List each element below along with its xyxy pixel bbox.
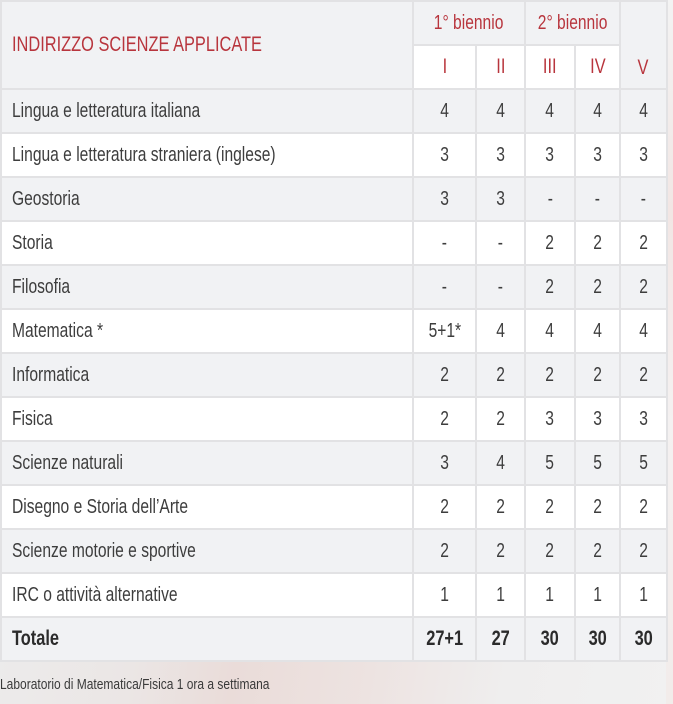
hours-cell: 1 xyxy=(476,573,525,617)
hours-cell: 5 xyxy=(620,441,667,485)
hours-cell: - xyxy=(525,177,575,221)
hours-cell: 4 xyxy=(476,89,525,133)
subject-cell: Filosofia xyxy=(1,265,413,309)
hours-cell: 2 xyxy=(525,529,575,573)
subject-cell: Lingua e letteratura straniera (inglese) xyxy=(1,133,413,177)
total-row xyxy=(1,617,667,661)
table-row xyxy=(1,89,667,133)
hours-cell: 2 xyxy=(476,353,525,397)
hours-cell: 5 xyxy=(575,441,620,485)
total-cell: 27+1 xyxy=(413,617,476,661)
table-row xyxy=(1,265,667,309)
hours-cell: 2 xyxy=(620,265,667,309)
hours-cell: 2 xyxy=(525,353,575,397)
hours-cell: 4 xyxy=(525,309,575,353)
hours-cell: 2 xyxy=(476,529,525,573)
hours-cell: 3 xyxy=(525,397,575,441)
total-cell: 30 xyxy=(575,617,620,661)
hours-cell: 2 xyxy=(413,485,476,529)
hours-cell: 1 xyxy=(525,573,575,617)
hours-cell: - xyxy=(413,265,476,309)
column-header-V: V xyxy=(620,1,667,89)
subject-cell: Scienze motorie e sportive xyxy=(1,529,413,573)
column-header-IV: IV xyxy=(575,45,620,89)
hours-cell: 2 xyxy=(575,353,620,397)
hours-cell: 3 xyxy=(476,133,525,177)
hours-cell: 3 xyxy=(575,133,620,177)
hours-cell: - xyxy=(575,177,620,221)
hours-cell: 3 xyxy=(413,133,476,177)
hours-cell: 2 xyxy=(620,529,667,573)
hours-cell: 4 xyxy=(476,441,525,485)
hours-cell: 2 xyxy=(620,221,667,265)
hours-cell: - xyxy=(413,221,476,265)
hours-cell: 3 xyxy=(525,133,575,177)
hours-cell: 2 xyxy=(476,397,525,441)
hours-cell: 4 xyxy=(476,309,525,353)
total-cell: 27 xyxy=(476,617,525,661)
hours-cell: 4 xyxy=(575,89,620,133)
hours-cell: 2 xyxy=(575,265,620,309)
hours-cell: 4 xyxy=(413,89,476,133)
hours-cell: 3 xyxy=(620,133,667,177)
table-row xyxy=(1,221,667,265)
hours-cell: 3 xyxy=(575,397,620,441)
table-title: INDIRIZZO SCIENZE APPLICATE xyxy=(1,1,413,89)
hours-cell: 3 xyxy=(413,441,476,485)
subject-cell: Storia xyxy=(1,221,413,265)
hours-cell: 1 xyxy=(575,573,620,617)
hours-cell: 2 xyxy=(620,353,667,397)
total-cell: 30 xyxy=(525,617,575,661)
column-header-I: I xyxy=(413,45,476,89)
hours-cell: 2 xyxy=(525,265,575,309)
hours-cell: 2 xyxy=(620,485,667,529)
table-row xyxy=(1,485,667,529)
hours-cell: 4 xyxy=(620,309,667,353)
hours-cell: 5+1* xyxy=(413,309,476,353)
hours-cell: 2 xyxy=(476,485,525,529)
hours-cell: 2 xyxy=(413,397,476,441)
subject-cell: IRC o attività alternative xyxy=(1,573,413,617)
subject-cell: Matematica * xyxy=(1,309,413,353)
subject-cell: Scienze naturali xyxy=(1,441,413,485)
hours-cell: 3 xyxy=(413,177,476,221)
table-row xyxy=(1,177,667,221)
subject-cell: Fisica xyxy=(1,397,413,441)
hours-cell: 1 xyxy=(413,573,476,617)
hours-cell: 2 xyxy=(525,221,575,265)
header-row-groups xyxy=(1,1,667,45)
group-header-2-biennio: 2° biennio xyxy=(525,1,620,45)
hours-cell: 2 xyxy=(413,529,476,573)
hours-cell: 5 xyxy=(525,441,575,485)
table-row xyxy=(1,529,667,573)
group-header-1-biennio: 1° biennio xyxy=(413,1,525,45)
table-row xyxy=(1,133,667,177)
hours-cell: 2 xyxy=(413,353,476,397)
table-row xyxy=(1,353,667,397)
hours-cell: 2 xyxy=(575,221,620,265)
footnote: Laboratorio di Matematica/Fisica 1 ora a settimana xyxy=(0,676,270,693)
total-cell: 30 xyxy=(620,617,667,661)
column-header-III: III xyxy=(525,45,575,89)
hours-cell: 2 xyxy=(525,485,575,529)
total-label: Totale xyxy=(1,617,413,661)
column-header-II: II xyxy=(476,45,525,89)
table-row xyxy=(1,441,667,485)
table-row xyxy=(1,309,667,353)
hours-cell: 2 xyxy=(575,485,620,529)
table-row xyxy=(1,397,667,441)
subject-cell: Disegno e Storia dell’Arte xyxy=(1,485,413,529)
hours-cell: 4 xyxy=(620,89,667,133)
hours-cell: 1 xyxy=(620,573,667,617)
subject-cell: Lingua e letteratura italiana xyxy=(1,89,413,133)
hours-cell: - xyxy=(476,265,525,309)
table-row xyxy=(1,573,667,617)
subject-cell: Geostoria xyxy=(1,177,413,221)
hours-cell: 2 xyxy=(575,529,620,573)
hours-cell: 4 xyxy=(575,309,620,353)
hours-cell: 3 xyxy=(476,177,525,221)
hours-cell: 3 xyxy=(620,397,667,441)
subject-cell: Informatica xyxy=(1,353,413,397)
hours-cell: 4 xyxy=(525,89,575,133)
hours-cell: - xyxy=(476,221,525,265)
hours-cell: - xyxy=(620,177,667,221)
